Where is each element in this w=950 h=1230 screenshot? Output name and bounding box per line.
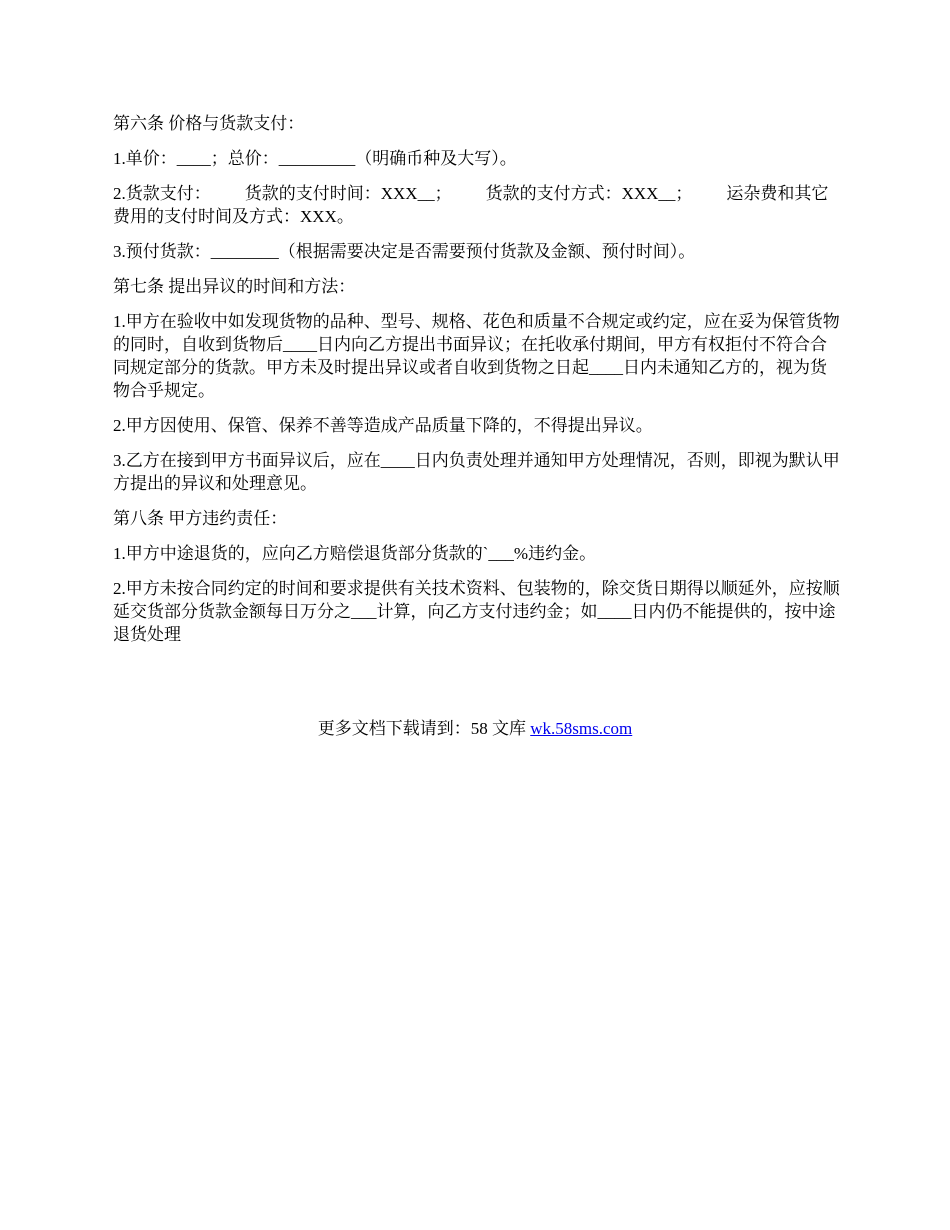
footer-text: 更多文档下载请到：58 文库	[317, 719, 531, 738]
clause-delay-penalty: 2.甲方未按合同约定的时间和要求提供有关技术资料、包装物的，除交货日期得以顺延外，应按顺延交货部分货款金额每日万分之___计算，向乙方支付违约金；如____日内仍不能提供的，按中途退货处理	[113, 579, 840, 644]
clause-objection-inspection: 1.甲方在验收中如发现货物的品种、型号、规格、花色和质量不合规定或约定，应在妥为保管货物的同时，自收到货物后____日内向乙方提出书面异议；在托收承付期间，甲方有权拒付不符合合同规定部分的货款。甲方未及时提出异议或者自收到货物之日起____日内未通知乙方的，视为货物合乎规定。	[113, 312, 840, 400]
clause-objection-misuse: 2.甲方因使用、保管、保养不善等造成产品质量下降的，不得提出异议。	[113, 416, 653, 435]
clause-unit-price: 1.单价：____；总价：_________（明确币种及大写）。	[113, 149, 517, 168]
clause-prepayment: 3.预付货款：________（根据需要决定是否需要预付货款及金额、预付时间）。	[113, 242, 696, 261]
footer-download-note	[0, 717, 950, 740]
clause-payment: 2.货款支付： 货款的支付时间：XXX__； 货款的支付方式：XXX__； 运杂费和其它费用的支付时间及方式：XXX。	[113, 184, 829, 226]
section-heading-article-8: 第八条 甲方违约责任：	[113, 509, 288, 528]
document-body	[113, 112, 843, 658]
clause-return-penalty: 1.甲方中途退货的，应向乙方赔偿退货部分货款的`___%违约金。	[113, 544, 597, 563]
clause-objection-handling: 3.乙方在接到甲方书面异议后，应在____日内负责处理并通知甲方处理情况，否则，即视为默认甲方提出的异议和处理意见。	[113, 451, 840, 493]
section-heading-article-6: 第六条 价格与货款支付：	[113, 114, 305, 133]
footer-link[interactable]: wk.58sms.com	[530, 719, 633, 738]
section-heading-article-7: 第七条 提出异议的时间和方法：	[113, 277, 356, 296]
